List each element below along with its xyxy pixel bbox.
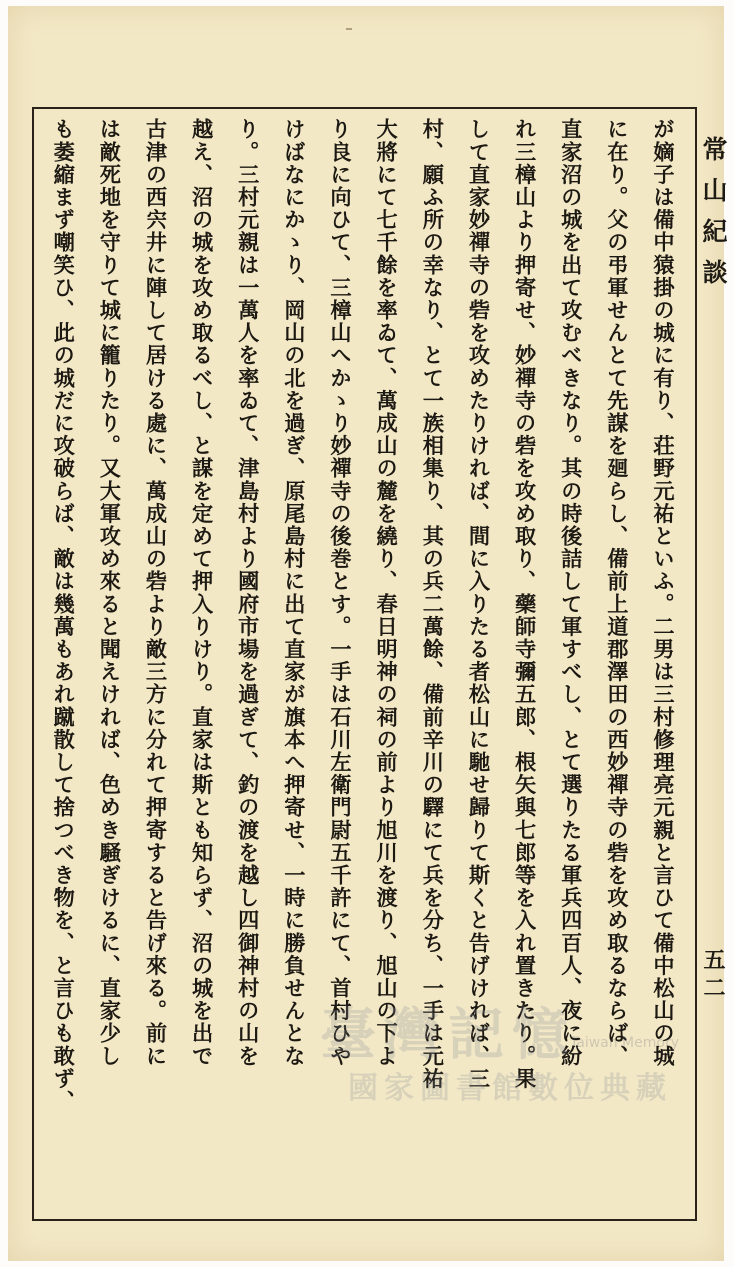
watermark-subtitle: 國家圖書館數位典藏 — [348, 1071, 672, 1106]
text-line: れ三樟山より押寄せ、妙禪寺の砦を攻め取り、藥師寺彌五郎、根矢與七郎等を入れ置きたり。果 — [512, 118, 538, 1090]
running-title: 常山紀談 — [699, 136, 728, 300]
page-number: 五二 — [700, 948, 726, 1004]
text-line: は敵死地を守りて城に籠りたり。又大軍攻め來ると聞えければ、色めき騒ぎけるに、直家少し — [97, 118, 123, 1068]
text-line: 越え、沼の城を攻め取るべし、と謀を定めて押入りけり。直家は斯とも知らず、沼の城を出で — [189, 118, 215, 1068]
body-text — [48, 118, 678, 1208]
book-page — [8, 6, 728, 1261]
text-line: に在り。父の弔軍せんとて先謀を廻らし、備前上道郡澤田の西妙禪寺の砦を攻め取るならば、 — [604, 118, 630, 1068]
text-line: して直家妙禪寺の砦を攻めたりければ、間に入りたる者松山に馳せ歸りて斯くと告げければ、三 — [466, 118, 492, 1090]
watermark-title: 臺灣記憶 — [320, 1003, 576, 1068]
text-line: 大將にて七千餘を率ゐて、萬成山の麓を繞り、春日明神の祠の前より旭川を渡り、旭山の下よ — [374, 118, 400, 1068]
text-line: も萎縮まず嘲笑ひ、此の城だに攻破らば、敵は幾萬もあれ蹴散して捨つべき物を、と言ひも敢ず、 — [51, 118, 77, 1113]
text-line: 直家沼の城を出て攻むべきなり。其の時後詰して軍すべし、とて選りたる軍兵四百人、夜に紛 — [558, 118, 584, 1068]
text-line: 村、願ふ所の幸なり、とて一族相集り、其の兵二萬餘、備前辛川の驛にて兵を分ち、一手は元祐 — [420, 118, 446, 1090]
text-line: り。三村元親は一萬人を率ゐて、津島村より國府市場を過ぎて、釣の渡を越し四御神村の山を — [235, 118, 261, 1068]
paper-mark — [346, 28, 352, 30]
text-line: けばなにかゝり、岡山の北を過ぎ、原尾島村に出て直家が旗本へ押寄せ、一時に勝負せんとな — [281, 118, 307, 1068]
watermark-english: Taiwan Memory — [570, 1035, 679, 1051]
text-line: 古津の西宍井に陣して居ける處に、萬成山の砦より敵三方に分れて押寄すると告げ來る。前に — [143, 118, 169, 1068]
text-line: り良に向ひて、三樟山へかゝり妙禪寺の後巻とす。一手は石川左衛門尉五千許にて、首村ひや — [328, 118, 354, 1068]
text-line: が嫡子は備中猿掛の城に有り、荘野元祐といふ。二男は三村修理亮元親と言ひて備中松山の城 — [651, 118, 676, 1068]
